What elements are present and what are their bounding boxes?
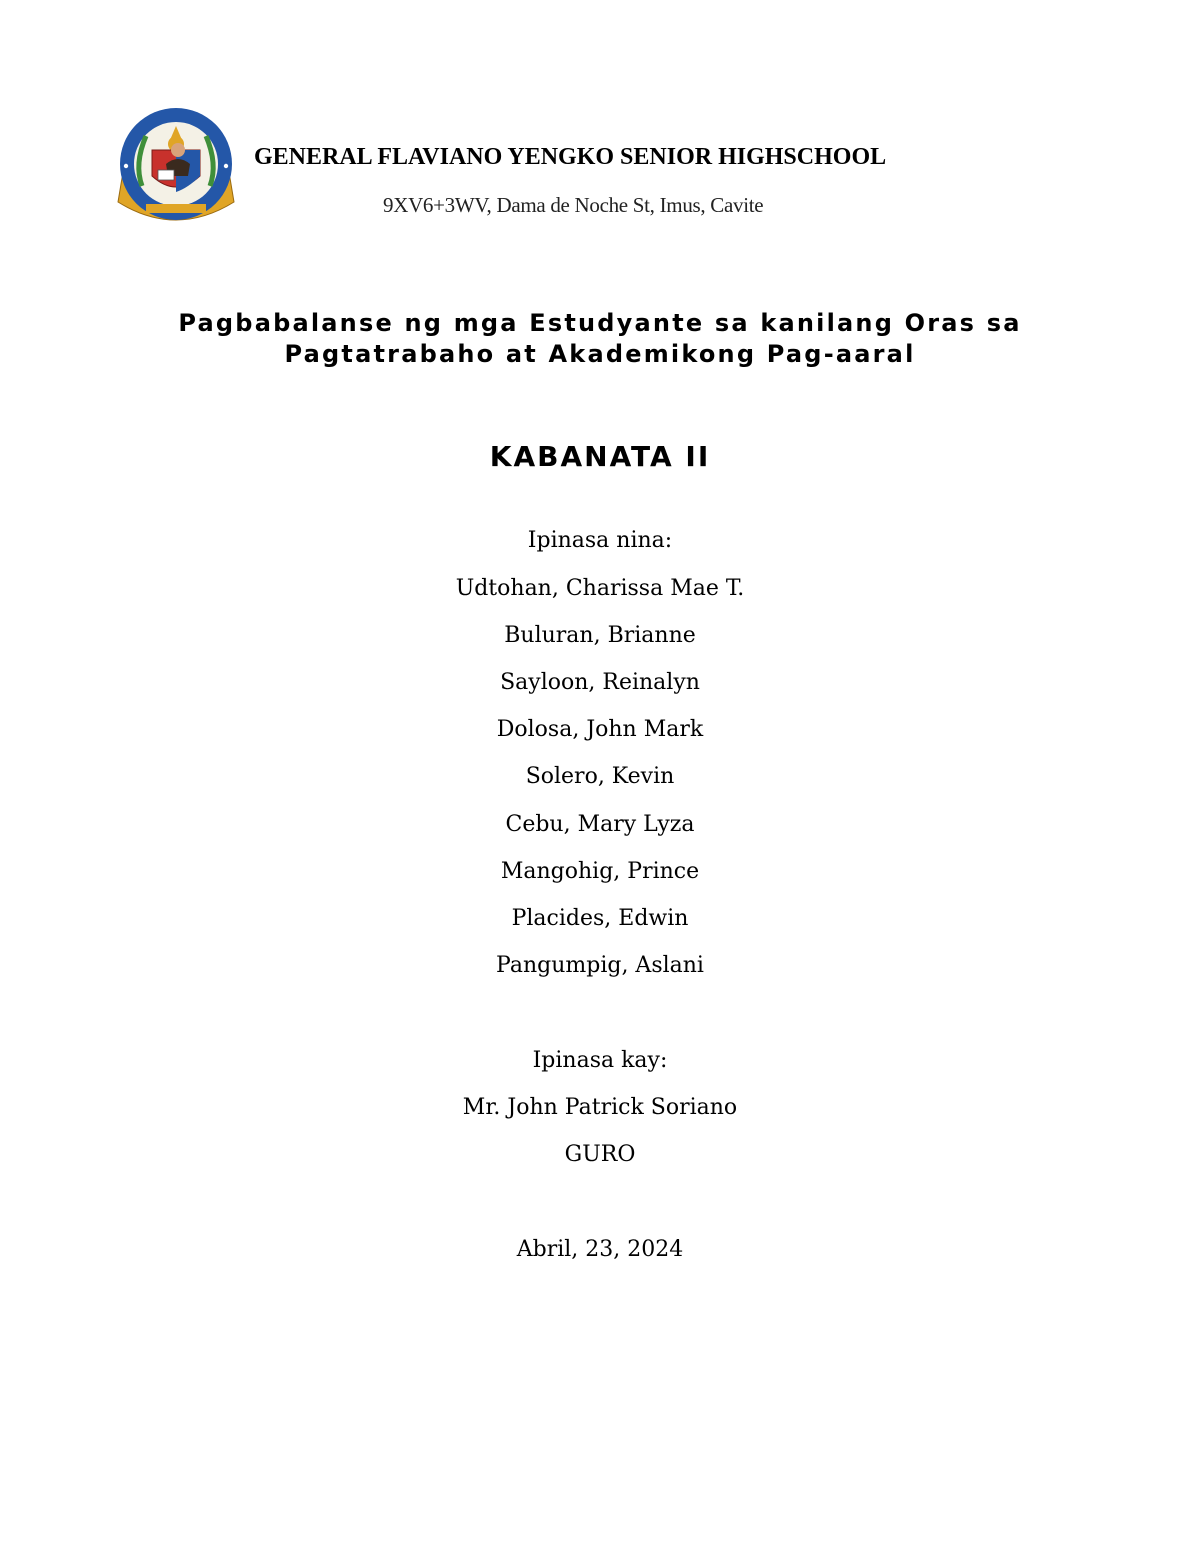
student-name: Pangumpig, Aslani	[496, 953, 704, 978]
student-name: Cebu, Mary Lyza	[505, 812, 695, 837]
title-line: Pagtatrabaho at Akademikong Pag-aaral	[284, 340, 916, 368]
teacher-name: Mr. John Patrick Soriano	[462, 1095, 738, 1120]
student-name: Placides, Edwin	[511, 906, 689, 931]
student-name: Dolosa, John Mark	[496, 717, 704, 742]
teacher-role: GURO	[564, 1142, 636, 1167]
submission-date: Abril, 23, 2024	[516, 1237, 684, 1262]
school-seal-icon	[112, 106, 240, 228]
school-address: 9XV6+3WV, Dama de Noche St, Imus, Cavite	[383, 193, 764, 217]
student-name: Mangohig, Prince	[500, 859, 700, 884]
submitted-to-label: Ipinasa kay:	[532, 1048, 668, 1073]
school-name: GENERAL FLAVIANO YENGKO SENIOR HIGHSCHOOL	[254, 144, 887, 170]
title-line: Pagbabalanse ng mga Estudyante sa kanilang Oras sa	[178, 309, 1022, 337]
chapter-heading: KABANATA II	[489, 440, 711, 473]
student-name: Udtohan, Charissa Mae T.	[455, 576, 745, 601]
student-name: Sayloon, Reinalyn	[500, 670, 700, 695]
student-name: Solero, Kevin	[525, 764, 675, 789]
document-title	[0, 308, 1200, 370]
student-name: Buluran, Brianne	[504, 623, 696, 648]
submitted-by-label: Ipinasa nina:	[527, 528, 673, 553]
